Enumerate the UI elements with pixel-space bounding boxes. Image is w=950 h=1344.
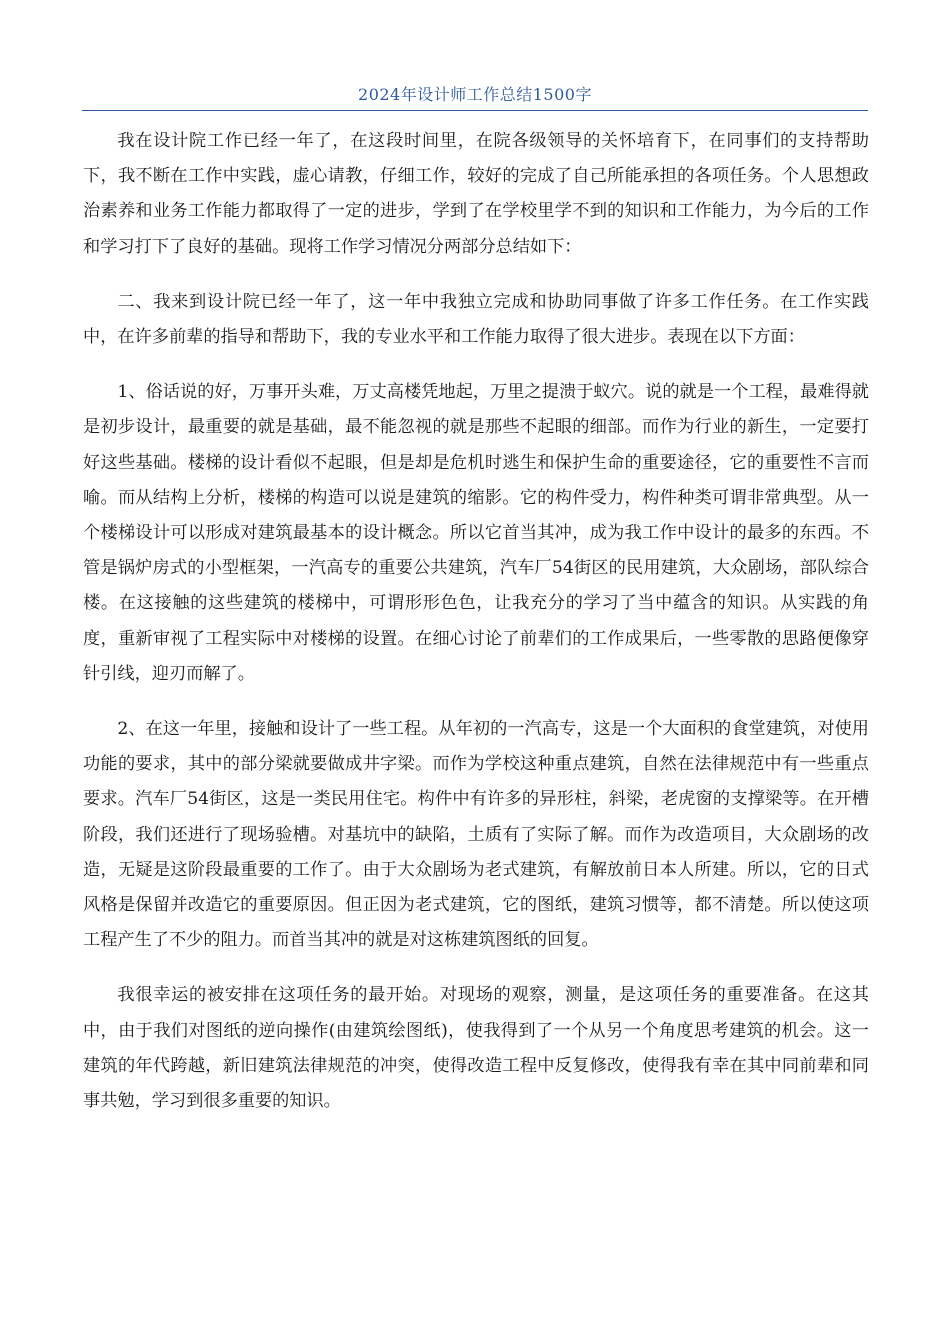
paragraph-item-2: 2、在这一年里，接触和设计了一些工程。从年初的一汽高专，这是一个大面积的食堂建筑，对使用功能的要求，其中的部分梁就要做成井字梁。而作为学校这种重点建筑，自然在法律规范中有一些重点要求。汽车厂54街区，这是一类民用住宅。构件中有许多的异形柱，斜梁，老虎窗的支撑梁等。在开槽阶段，我们还进行了现场验槽。对基坑中的缺陷，土质有了实际了解。而作为改造项目，大众剧场的改造，无疑是这阶段最重要的工作了。由于大众剧场为老式建筑，有解放前日本人所建。所以，它的日式风格是保留并改造它的重要原因。但正因为老式建筑，它的图纸，建筑习惯等，都不清楚。所以使这项工程产生了不少的阻力。而首当其冲的就是对这栋建筑图纸的回复。 [83,719,869,951]
page-title: 2024年设计师工作总结1500字 [358,85,592,104]
paragraph-intro: 我在设计院工作已经一年了，在这段时间里，在院各级领导的关怀培育下，在同事们的支持帮助下，我不断在工作中实践，虚心请教，仔细工作，较好的完成了自己所能承担的各项任务。个人思想政治素养和业务工作能力都取得了一定的进步，学到了在学校里学不到的知识和工作能力，为今后的工作和学习打下了良好的基础。现将工作学习情况分两部分总结如下： [83,131,869,257]
document-body [83,124,869,1139]
paragraph-section-two: 二、我来到设计院已经一年了，这一年中我独立完成和协助同事做了许多工作任务。在工作实践中，在许多前辈的指导和帮助下，我的专业水平和工作能力取得了很大进步。表现在以下方面： [83,291,869,348]
paragraph-item-1: 1、俗话说的好，万事开头难，万丈高楼凭地起，万里之提溃于蚁穴。说的就是一个工程，最难得就是初步设计，最重要的就是基础，最不能忽视的就是那些不起眼的细部。而作为行业的新生，一定要打好这些基础。楼梯的设计看似不起眼，但是却是危机时逃生和保护生命的重要途径，它的重要性不言而喻。而从结构上分析，楼梯的构造可以说是建筑的缩影。它的构件受力，构件种类可谓非常典型。从一个楼梯设计可以形成对建筑最基本的设计概念。所以它首当其冲，成为我工作中设计的最多的东西。不管是锅炉房式的小型框架，一汽高专的重要公共建筑，汽车厂54街区的民用建筑，大众剧场，部队综合楼。在这接触的这些建筑的楼梯中，可谓形形色色，让我充分的学习了当中蕴含的知识。从实践的角度，重新审视了工程实际中对楼梯的设置。在细心讨论了前辈们的工作成果后，一些零散的思路便像穿针引线，迎刃而解了。 [83,382,869,684]
paragraph-closing: 我很幸运的被安排在这项任务的最开始。对现场的观察，测量，是这项任务的重要准备。在这其中，由于我们对图纸的逆向操作(由建筑绘图纸)，使我得到了一个从另一个角度思考建筑的机会。这一建筑的年代跨越，新旧建筑法律规范的冲突，使得改造工程中反复修改，使得我有幸在其中同前辈和同事共勉，学习到很多重要的知识。 [83,985,869,1112]
page-header [82,84,868,111]
